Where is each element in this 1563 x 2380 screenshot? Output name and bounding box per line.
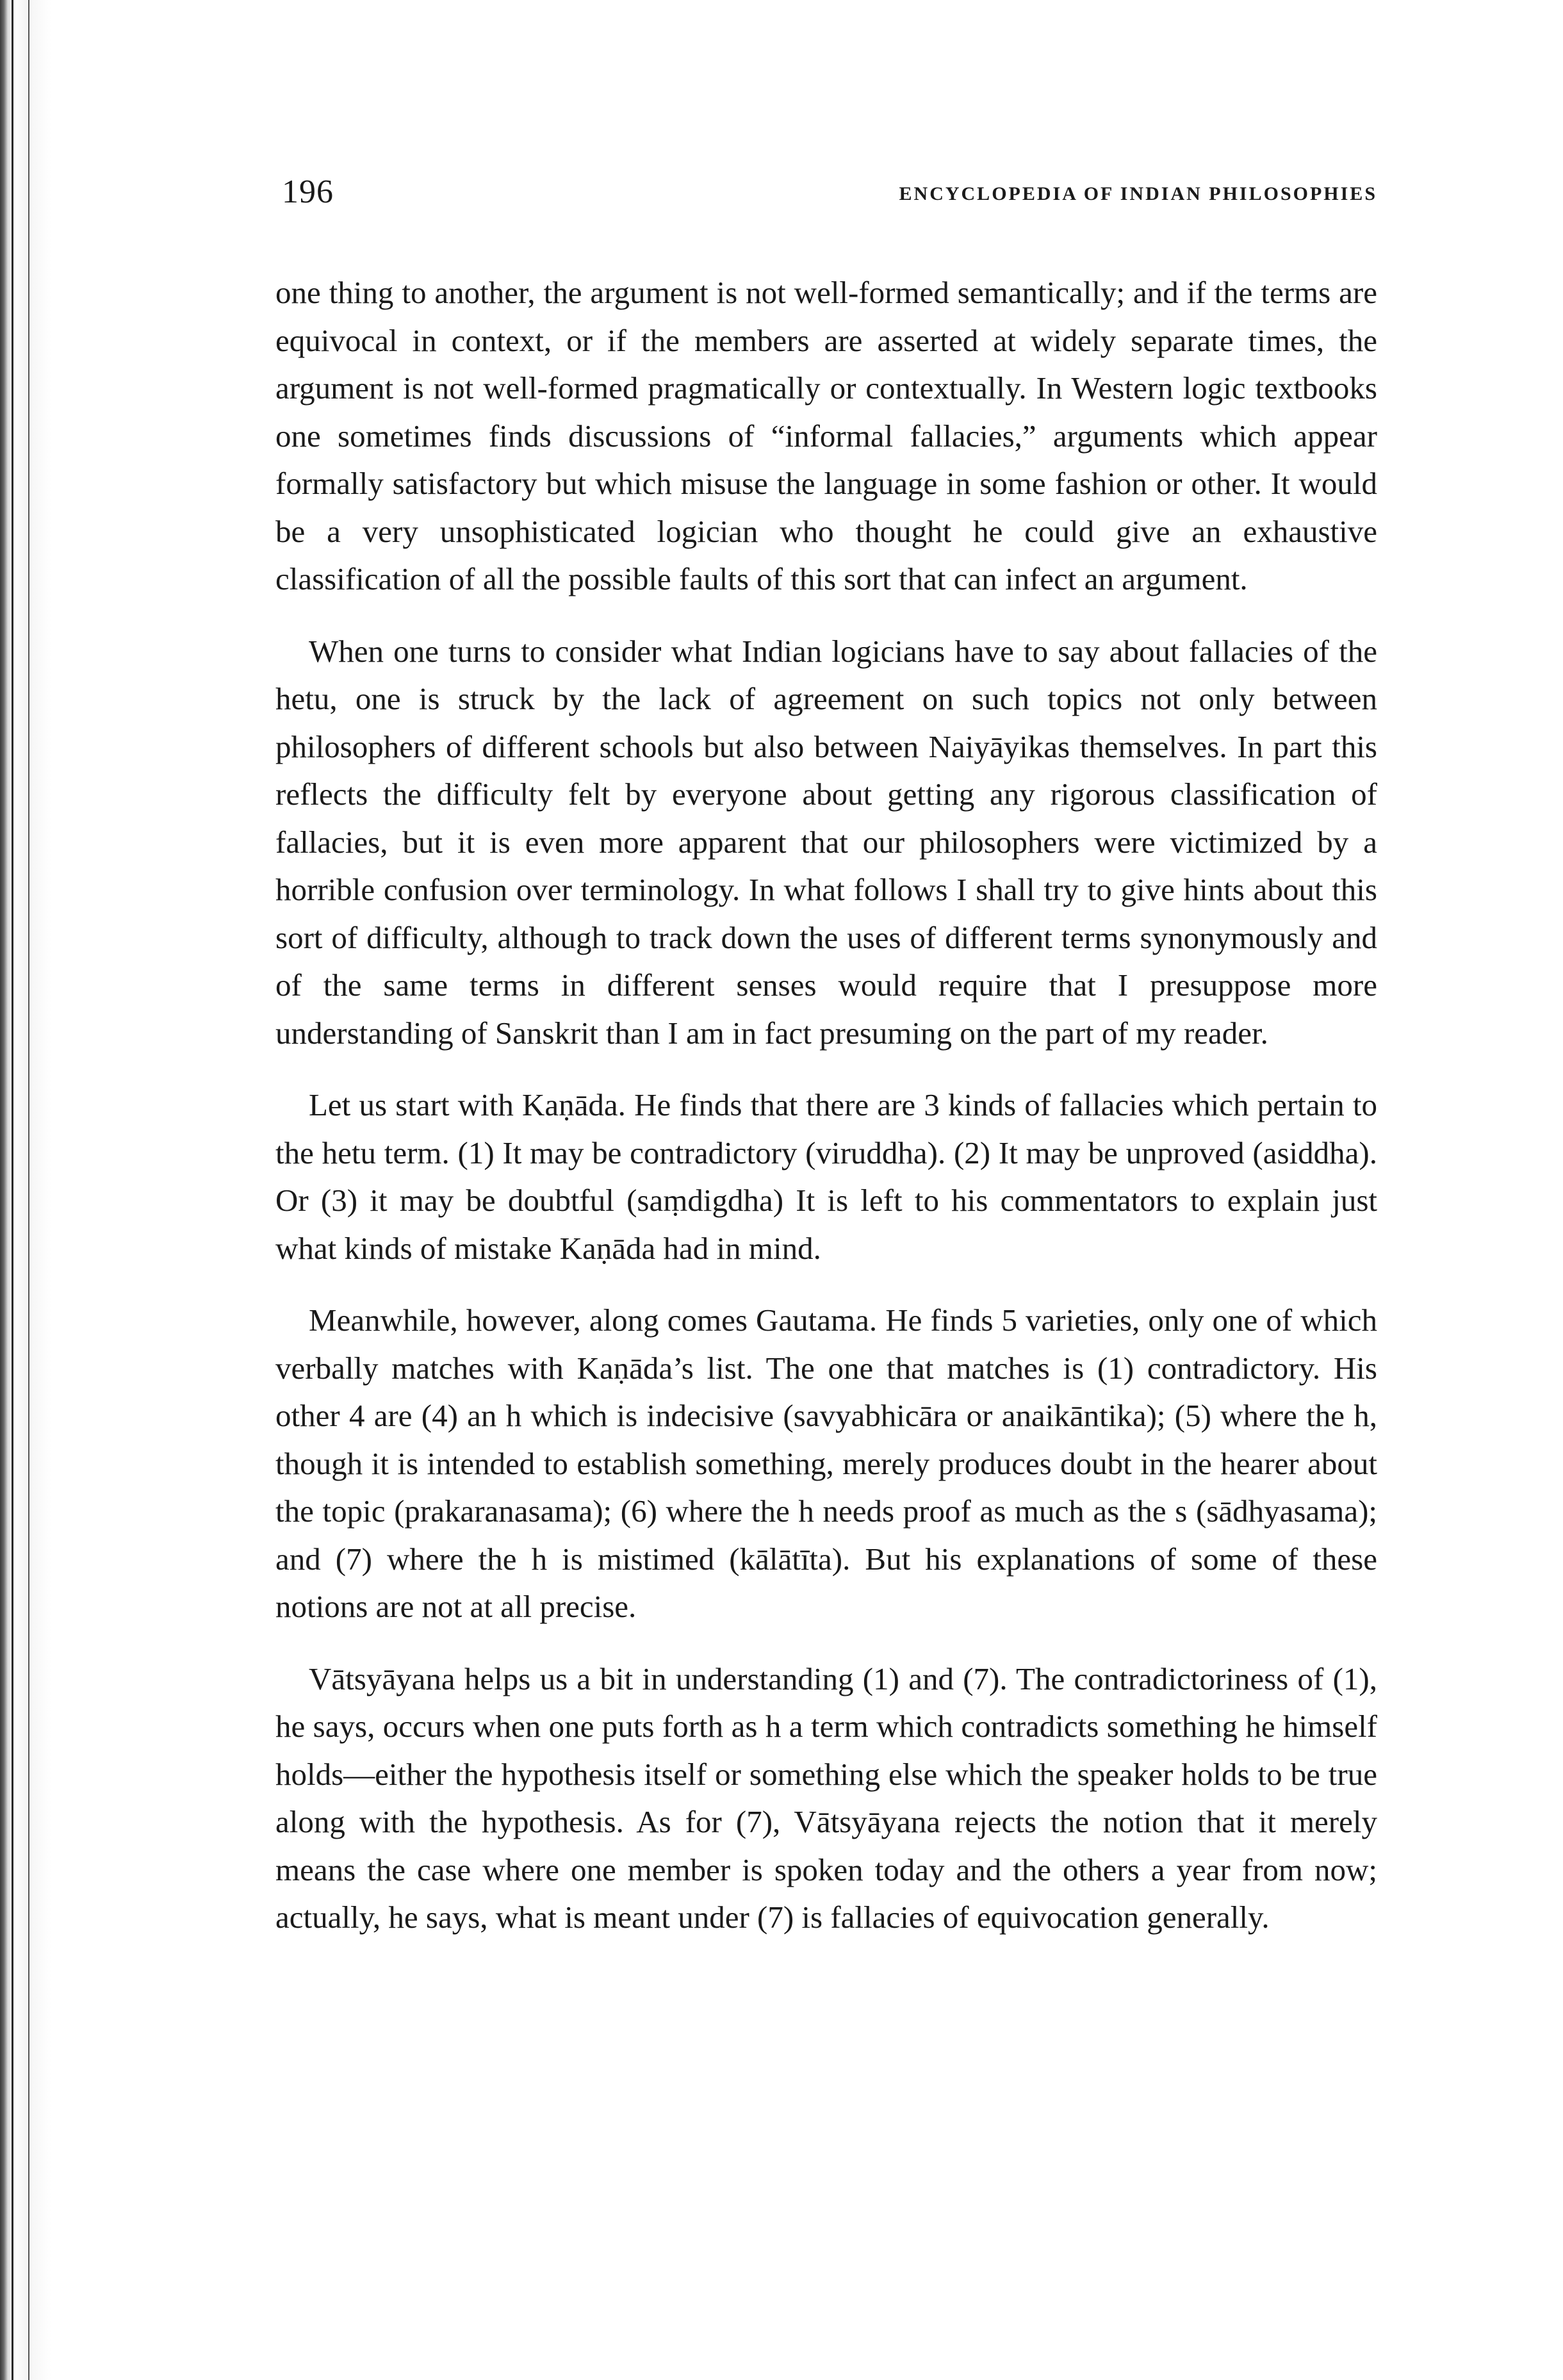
book-page bbox=[275, 173, 1377, 1966]
binding-rule-right bbox=[28, 0, 29, 2380]
paragraph-3: Let us start with Kaṇāda. He finds that there are 3 kinds of fallacies which pertain to the hetu term. (1) It may be contradictory (viruddha). (2) It may be unproved (asiddha). Or (3) it may be doubtful (saṃdigdha) It is left to his commentators to explain just what kinds of mistake Kaṇāda had in mind. bbox=[275, 1087, 1377, 1266]
paragraph-2: When one turns to consider what Indian logicians have to say about fallacies of the hetu, one is struck by the lack of agreement on such topics not only between philosophers of different schools but also between Naiyāyikas themselves. In part this reflects the difficulty felt by everyone about getting any rigorous classification of fallacies, but it is even more apparent that our philosophers were victimized by a horrible confusion over terminology. In what follows I shall try to give hints about this sort of difficulty, although to track down the uses of different terms synonymously and of the same terms in different senses would require that I presuppose more understanding of Sanskrit than I am in fact presuming on the part of my reader. bbox=[275, 633, 1377, 1051]
page-binding-edge bbox=[0, 0, 51, 2380]
paragraph-1: one thing to another, the argument is not well-formed semantically; and if the terms are equivocal in context, or if the members are asserted at widely separate times, the argument is not well-formed pragmatically or contextually. In Western logic textbooks one sometimes finds discussions of “informal fallacies,” arguments which appear formally satisfactory but which misuse the language in some fashion or other. It would be a very unsophisticated logician who thought he could give an exhaustive classification of all the possible faults of this sort that can infect an argument. bbox=[275, 275, 1377, 596]
binding-rule-left bbox=[12, 0, 13, 2380]
paragraph-5: Vātsyāyana helps us a bit in understanding (1) and (7). The contradictoriness of (1), he says, occurs when one puts forth as h a term which contradicts something he himself holds—either the hypothesis itself or something else which the speaker holds to be true along with the hypothesis. As for (7), Vātsyāyana rejects the notion that it merely means the case where one member is spoken today and the others a year from now; actually, he says, what is meant under (7) is fallacies of equivocation generally. bbox=[275, 1661, 1377, 1935]
page-number: 196 bbox=[282, 174, 334, 210]
running-title: ENCYCLOPEDIA OF INDIAN PHILOSOPHIES bbox=[899, 183, 1377, 204]
paragraph-4: Meanwhile, however, along comes Gautama. He finds 5 varieties, only one of which verbally matches with Kaṇāda’s list. The one that matches is (1) contradictory. His other 4 are (4) an h which is indecisive (savyabhicāra or anaikāntika); (5) where the h, though it is intended to establish something, merely produces doubt in the hearer about the topic (prakaranasama); (6) where the h needs proof as much as the s (sādhyasama); and (7) where the h is mistimed (kālātīta). But his explanations of some of these notions are not at all precise. bbox=[275, 1302, 1377, 1624]
running-head bbox=[275, 173, 1377, 231]
body-text bbox=[275, 269, 1377, 1942]
